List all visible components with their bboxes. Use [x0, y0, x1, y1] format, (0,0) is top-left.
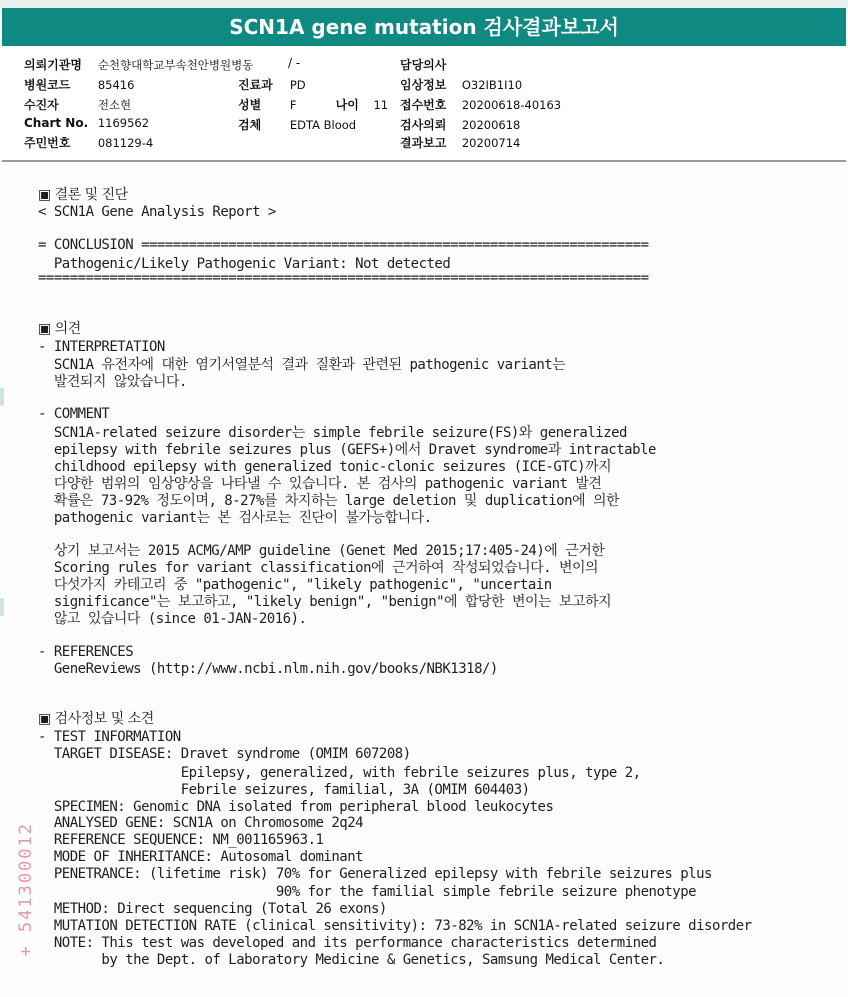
patient-value: 전소현: [97, 98, 132, 112]
sex-label: 성별: [238, 98, 262, 112]
top-band: [0, 0, 848, 8]
test-info-line: Febrile seizures, familial, 3A (OMIM 604403): [38, 782, 530, 798]
dept-label: 진료과: [238, 78, 273, 92]
clinical-info-row: [400, 76, 522, 93]
test-info-line: SPECIMEN: Genomic DNA isolated from peripheral blood leukocytes: [38, 799, 554, 815]
comment-heading: - COMMENT: [38, 406, 110, 422]
reported-label: 결과보고: [400, 136, 447, 150]
test-info-line: METHOD: Direct sequencing (Total 26 exons): [38, 901, 387, 917]
report-subtitle: < SCN1A Gene Analysis Report >: [38, 204, 276, 220]
guideline-line: significance"는 보고하고, "likely benign", "benign"에 합당한 변이는 보고하지: [38, 594, 612, 610]
reported-value: 20200714: [461, 136, 521, 150]
patient-row: [24, 96, 131, 113]
conclusion-text: Pathogenic/Likely Pathogenic Variant: Not detected: [38, 256, 451, 272]
side-serial-number: + 541300012: [16, 822, 36, 957]
guideline-line: 않고 있습니다 (since 01-JAN-2016).: [38, 611, 307, 627]
specimen-value: EDTA Blood: [289, 118, 357, 132]
test-info-heading: - TEST INFORMATION: [38, 729, 181, 745]
test-info-line: by the Dept. of Laboratory Medicine & Genetics, Samsung Medical Center.: [38, 952, 665, 968]
test-info-line: PENETRANCE: (lifetime risk) 70% for Generalized epilepsy with febrile seizures plus: [38, 866, 712, 882]
test-info-line: NOTE: This test was developed and its performance characteristics determined: [38, 935, 657, 951]
test-info-line: 90% for the familial simple febrile seizure phenotype: [38, 884, 697, 900]
patient-label: 수진자: [24, 98, 59, 112]
section-heading-conclusion: ▣ 결론 및 진단: [38, 187, 128, 203]
comment-line: SCN1A-related seizure disorder는 simple febrile seizure(FS)와 generalized: [38, 425, 627, 441]
comment-line: 확률은 73-92% 정도이며, 8-27%를 차지하는 large deletion 및 duplication에 의한: [38, 493, 620, 509]
report-title: SCN1A gene mutation 검사결과보고서: [2, 8, 846, 46]
references-heading: - REFERENCES: [38, 644, 134, 660]
comment-line: 다양한 범위의 임상양상을 나타낼 수 있습니다. 본 검사의 pathogenic variant 발견: [38, 476, 602, 492]
test-info-line: Epilepsy, generalized, with febrile seizures plus, type 2,: [38, 765, 641, 781]
clinical-info-label: 임상정보: [400, 78, 447, 92]
requested-value: 20200618: [461, 118, 521, 132]
specimen-label: 검체: [238, 118, 262, 132]
interpretation-line: 발견되지 않았습니다.: [38, 374, 187, 390]
receipt-row: [400, 96, 561, 113]
requested-label: 검사의뢰: [400, 118, 447, 132]
ward-value: / -: [288, 56, 301, 70]
resident-value: 081129-4: [97, 136, 154, 150]
age-label: 나이: [335, 98, 359, 112]
scan-margin-mark: [0, 388, 4, 406]
test-info-line: MUTATION DETECTION RATE (clinical sensitivity): 73-82% in SCN1A-related seizure disorder: [38, 918, 752, 934]
resident-row: [24, 134, 153, 151]
sex-value: F: [289, 98, 297, 112]
conclusion-header: = CONCLUSION ================================================================: [38, 237, 649, 253]
receipt-label: 접수번호: [400, 98, 447, 112]
hospital-code-label: 병원코드: [24, 78, 71, 92]
receipt-value: 20200618-40163: [461, 98, 562, 112]
test-info-line: TARGET DISEASE: Dravet syndrome (OMIM 607208): [38, 746, 411, 762]
institution-value: 순천향대학교부속천안병원병동: [97, 58, 254, 72]
resident-label: 주민번호: [24, 136, 71, 150]
institution-row: [24, 56, 253, 73]
comment-line: childhood epilepsy with generalized tonic-clonic seizures (ICE-GTC)까지: [38, 459, 612, 475]
age-value: 11: [373, 98, 389, 112]
dept-row: [238, 76, 306, 93]
doctor-label: 담당의사: [400, 58, 447, 72]
interpretation-line: SCN1A 유전자에 대한 염기서열분석 결과 질환과 관련된 pathogenic variant는: [38, 357, 566, 373]
institution-label: 의뢰기관명: [24, 58, 82, 72]
hospital-code-row: [24, 76, 134, 93]
section-heading-test-info: ▣ 검사정보 및 소견: [38, 711, 154, 727]
test-info-line: ANALYSED GENE: SCN1A on Chromosome 2q24: [38, 815, 364, 831]
guideline-line: Scoring rules for variant classification에 근거하여 작성되었습니다. 변이의: [38, 560, 599, 576]
chart-label: Chart No.: [24, 116, 89, 130]
specimen-row: [238, 116, 356, 133]
test-info-line: REFERENCE SEQUENCE: NM_001165963.1: [38, 832, 324, 848]
test-info-line: MODE OF INHERITANCE: Autosomal dominant: [38, 849, 364, 865]
clinical-info-value: O32IB1I10: [461, 78, 523, 92]
comment-line: epilepsy with febrile seizures plus (GEFS+)에서 Dravet syndrome과 intractable: [38, 442, 656, 458]
sex-row: [238, 96, 388, 113]
requested-row: [400, 116, 520, 133]
scan-margin-mark: [0, 598, 4, 616]
interpretation-heading: - INTERPRETATION: [38, 339, 165, 355]
conclusion-rule: =============================================================================: [38, 270, 649, 286]
guideline-line: 다섯가지 카테고리 중 "pathogenic", "likely pathogenic", "uncertain: [38, 577, 552, 593]
guideline-line: 상기 보고서는 2015 ACMG/AMP guideline (Genet Med 2015;17:405-24)에 근거한: [38, 543, 605, 559]
dept-value: PD: [289, 78, 306, 92]
comment-line: pathogenic variant는 본 검사로는 진단이 불가능합니다.: [38, 510, 432, 526]
reported-row: [400, 134, 520, 151]
section-heading-opinion: ▣ 의견: [38, 321, 81, 337]
chart-row: [24, 116, 149, 130]
reference-line: GeneReviews (http://www.ncbi.nlm.nih.gov/books/NBK1318/): [38, 661, 498, 677]
chart-value: 1169562: [97, 116, 150, 130]
doctor-row: [400, 56, 462, 73]
hospital-code-value: 85416: [97, 78, 135, 92]
